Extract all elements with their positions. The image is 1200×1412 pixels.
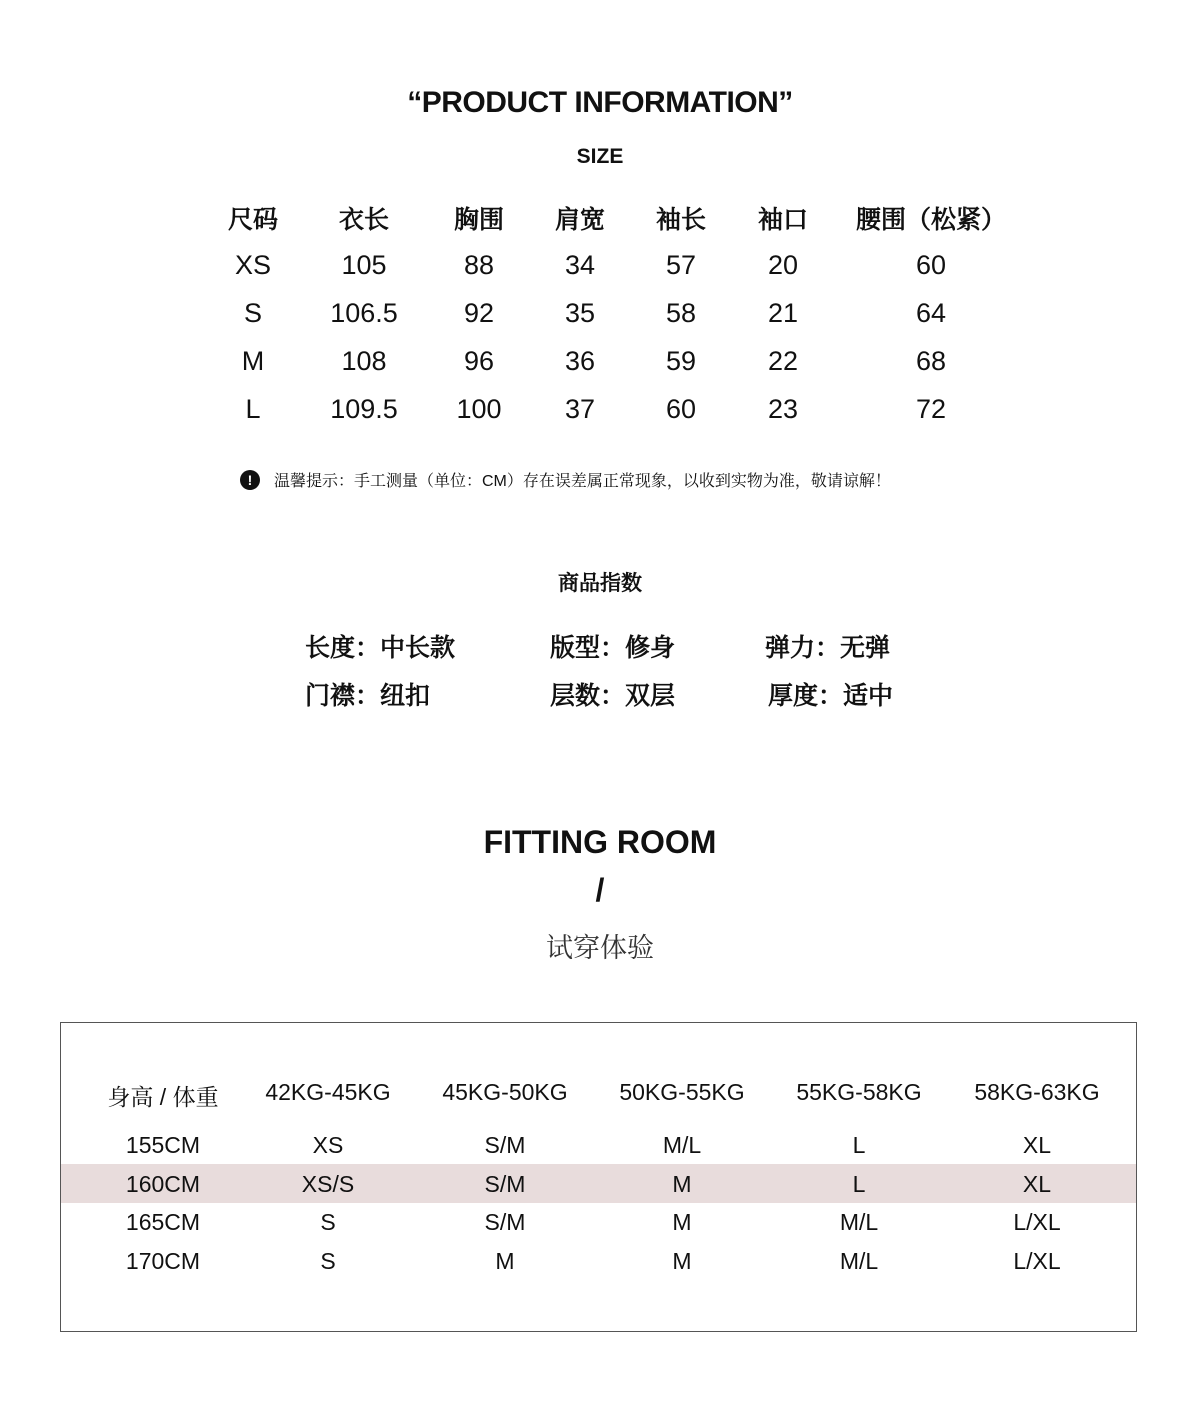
size-table-header: 尺码 (227, 206, 278, 234)
attr-closure: 门襟：纽扣 (305, 682, 431, 710)
size-table-cell: 57 (665, 250, 697, 280)
fitting-table-header: 42KG-45KG (265, 1079, 391, 1105)
fitting-room-title: FITTING ROOM (483, 824, 717, 860)
notice-text: 温馨提示：手工测量（单位：CM）存在误差属正常现象，以收到实物为准，敬请谅解！ (274, 473, 891, 490)
fitting-table-header: 50KG-55KG (619, 1079, 745, 1105)
size-table-header: 肩宽 (554, 206, 605, 234)
fitting-table-cell: M (672, 1209, 692, 1235)
size-table-header: 腰围（松紧） (855, 206, 1006, 234)
fitting-table-cell: XS (312, 1132, 344, 1158)
attr-elasticity: 弹力：无弹 (765, 634, 891, 662)
exclamation-icon: ! (240, 470, 260, 490)
attr-length: 长度：中长款 (305, 634, 456, 662)
size-table-header: 胸围 (453, 206, 504, 234)
fitting-table-cell: L/XL (1013, 1248, 1061, 1274)
fitting-table-header: 55KG-58KG (796, 1079, 922, 1105)
size-table-cell: 58 (665, 298, 697, 328)
size-table-cell: S (243, 298, 262, 328)
fitting-room-subtitle: 试穿体验 (546, 933, 654, 963)
attr-layers: 层数：双层 (550, 682, 676, 710)
fitting-table-cell: L (852, 1132, 866, 1158)
size-table-cell: 36 (564, 346, 596, 376)
size-table-cell: 60 (665, 394, 697, 424)
fitting-table-cell: S (320, 1209, 336, 1235)
fitting-room-slash: / (595, 872, 605, 908)
size-table-cell: 109.5 (330, 394, 398, 424)
size-table-cell: 100 (456, 394, 502, 424)
fitting-table-cell: XS/S (301, 1171, 355, 1197)
fitting-table-cell: S/M (484, 1209, 526, 1235)
fitting-table-cell: M (495, 1248, 515, 1274)
fitting-table-cell: S/M (484, 1132, 526, 1158)
size-table-cell: 34 (564, 250, 596, 280)
size-table-cell: M (241, 346, 265, 376)
size-table-cell: 68 (915, 346, 947, 376)
size-table-cell: 21 (767, 298, 799, 328)
attr-fit: 版型：修身 (550, 634, 676, 662)
size-table-cell: 23 (767, 394, 799, 424)
fitting-table-cell: M/L (839, 1209, 879, 1235)
size-table-cell: 59 (665, 346, 697, 376)
attr-thickness: 厚度：适中 (768, 682, 894, 710)
fitting-table-cell: M (672, 1171, 692, 1197)
fitting-table-cell: M/L (662, 1132, 702, 1158)
size-table-cell: 108 (341, 346, 387, 376)
size-table-cell: L (245, 394, 261, 424)
size-table-cell: 72 (915, 394, 947, 424)
product-index-title: 商品指数 (558, 572, 642, 595)
fitting-table-cell: S (320, 1248, 336, 1274)
fitting-table (60, 1022, 1137, 1332)
fitting-table-cell: M (672, 1248, 692, 1274)
size-table-cell: 88 (463, 250, 495, 280)
size-table-cell: 35 (564, 298, 596, 328)
size-table-cell: 106.5 (330, 298, 398, 328)
size-table-cell: 20 (767, 250, 799, 280)
fitting-table-header: 58KG-63KG (974, 1079, 1100, 1105)
fitting-table-cell: L/XL (1013, 1209, 1061, 1235)
size-table-cell: 22 (767, 346, 799, 376)
fitting-table-cell: 155CM (125, 1132, 201, 1158)
size-table-cell: 37 (564, 394, 596, 424)
fitting-table-cell: XL (1022, 1171, 1052, 1197)
fitting-table-cell: M/L (839, 1248, 879, 1274)
size-table-cell: 92 (463, 298, 495, 328)
size-table-cell: 96 (463, 346, 495, 376)
size-table-header: 袖长 (655, 206, 706, 234)
fitting-table-cell: XL (1022, 1132, 1052, 1158)
size-table-cell: 105 (341, 250, 387, 280)
size-table-header: 袖口 (757, 206, 808, 234)
size-table-header: 衣长 (338, 206, 389, 234)
fitting-table-cell: S/M (484, 1171, 526, 1197)
size-table-cell: XS (234, 250, 272, 280)
size-section-label: SIZE (576, 145, 624, 168)
size-table-cell: 64 (915, 298, 947, 328)
fitting-table-cell: 160CM (125, 1171, 201, 1197)
fitting-table-header: 45KG-50KG (442, 1079, 568, 1105)
fitting-table-header: 身高 / 体重 (107, 1084, 219, 1110)
fitting-table-cell: L (852, 1171, 866, 1197)
measurement-notice (240, 468, 891, 491)
size-table-cell: 60 (915, 250, 947, 280)
fitting-table-cell: 170CM (125, 1248, 201, 1274)
page-title: “PRODUCT INFORMATION” (407, 86, 793, 119)
fitting-table-cell: 165CM (125, 1209, 201, 1235)
